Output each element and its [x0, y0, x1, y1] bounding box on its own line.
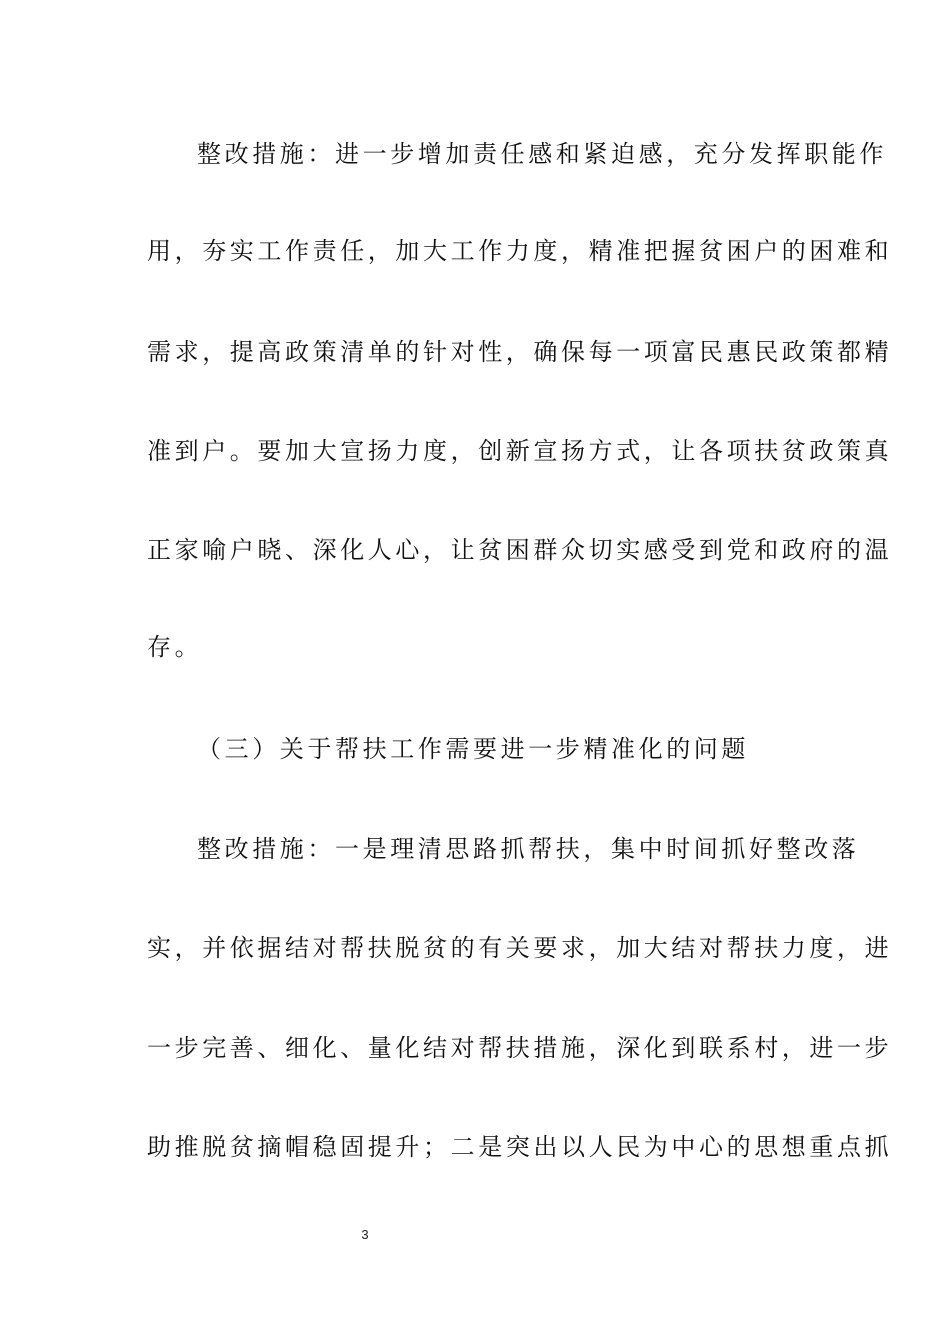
page-number: 3 — [361, 1227, 369, 1242]
paragraph-1-line-2: 用，夯实工作责任，加大工作力度，精准把握贫困户的困难和 — [147, 237, 893, 265]
paragraph-1-line-1: 整改措施：进一步增加责任感和紧迫感，充分发挥职能作 — [197, 140, 887, 168]
paragraph-1-line-6: 存。 — [147, 633, 203, 661]
section-heading: （三）关于帮扶工作需要进一步精准化的问题 — [197, 735, 749, 763]
paragraph-1-line-4: 准到户。要加大宣扬力度，创新宣扬方式，让各项扶贫政策真 — [147, 437, 893, 465]
paragraph-2-line-4: 助推脱贫摘帽稳固提升；二是突出以人民为中心的思想重点抓 — [147, 1133, 893, 1161]
paragraph-1-line-5: 正家喻户晓、深化人心，让贫困群众切实感受到党和政府的温 — [147, 536, 893, 564]
paragraph-2-line-2: 实，并依据结对帮扶脱贫的有关要求，加大结对帮扶力度，进 — [147, 934, 893, 962]
paragraph-2-line-1: 整改措施：一是理清思路抓帮扶，集中时间抓好整改落 — [197, 835, 860, 863]
paragraph-1-line-3: 需求，提高政策清单的针对性，确保每一项富民惠民政策都精 — [147, 338, 893, 366]
paragraph-2-line-3: 一步完善、细化、量化结对帮扶措施，深化到联系村，进一步 — [147, 1034, 893, 1062]
